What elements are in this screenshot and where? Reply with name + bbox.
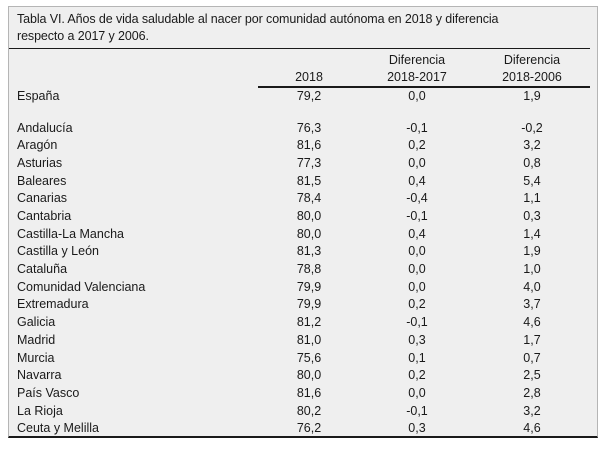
diff-2018-2006: 1,7: [523, 332, 541, 347]
diff-2018-2017: -0,1: [406, 120, 428, 135]
diff-2018-2006: 4,6: [523, 315, 541, 330]
diff-2018-2017: 0,2: [408, 138, 426, 153]
value-2018: 81,5: [296, 173, 322, 188]
community-name: Madrid: [17, 332, 56, 347]
value-2018: 79,2: [296, 89, 322, 104]
value-2018: 77,3: [296, 155, 322, 170]
community-name: Canarias: [17, 191, 68, 206]
community-name: Castilla-La Mancha: [17, 226, 124, 241]
value-2018: 80,0: [296, 368, 322, 383]
table-row: [9, 243, 597, 261]
community-name: Extremadura: [17, 297, 89, 312]
community-name: Murcia: [17, 350, 55, 365]
value-2018: 78,4: [296, 191, 322, 206]
diff-2018-2006: 3,2: [523, 138, 541, 153]
diff-2018-2006: 3,2: [523, 403, 541, 418]
table-row: [9, 261, 597, 279]
value-2018: 79,9: [296, 297, 322, 312]
table-row: [9, 172, 597, 190]
diff-2018-2006: 4,0: [523, 279, 541, 294]
diff-2018-2017: -0,4: [406, 191, 428, 206]
header-2018-2017: 2018-2017: [387, 70, 447, 85]
value-2018: 79,9: [296, 279, 322, 294]
diff-2018-2006: 1,1: [523, 191, 541, 206]
table-row: [9, 296, 597, 314]
table-row: [9, 349, 597, 367]
diff-2018-2006: 0,8: [523, 155, 541, 170]
table-row: [9, 420, 597, 438]
diff-2018-2017: 0,3: [408, 332, 426, 347]
community-name: Galicia: [17, 315, 56, 330]
diff-2018-2017: 0,0: [408, 279, 426, 294]
diff-2018-2017: 0,2: [408, 368, 426, 383]
community-name: Navarra: [17, 368, 62, 383]
table-row: [9, 119, 597, 137]
community-name: España: [17, 89, 60, 104]
diff-2018-2017: 0,2: [408, 297, 426, 312]
diff-2018-2017: 0,1: [408, 350, 426, 365]
diff-2018-2017: 0,4: [408, 173, 426, 188]
diff-2018-2017: 0,0: [408, 244, 426, 259]
diff-2018-2017: 0,0: [408, 155, 426, 170]
diff-2018-2017: 0,0: [408, 262, 426, 277]
diff-2018-2006: 0,7: [523, 350, 541, 365]
value-2018: 78,8: [296, 262, 322, 277]
value-2018: 76,2: [296, 421, 322, 436]
table-row-national: [9, 88, 597, 105]
community-name: La Rioja: [17, 403, 63, 418]
community-name: Aragón: [17, 138, 58, 153]
table-row: [9, 402, 597, 420]
blank-row: [9, 105, 597, 119]
diff-2018-2017: 0,4: [408, 226, 426, 241]
community-name: Ceuta y Melilla: [17, 421, 99, 436]
community-name: Cantabria: [17, 209, 72, 224]
header-row-bottom: [9, 69, 597, 86]
diff-2018-2006: 1,0: [523, 262, 541, 277]
value-2018: 81,6: [296, 138, 322, 153]
table-vi-container: [8, 6, 598, 438]
header-row-top: [9, 52, 597, 69]
diff-2018-2017: -0,1: [406, 315, 428, 330]
header-2018-2006: 2018-2006: [502, 70, 562, 85]
table-rows: [9, 119, 597, 437]
table-row: [9, 367, 597, 385]
value-2018: 76,3: [296, 120, 322, 135]
diff-2018-2006: 1,9: [523, 89, 541, 104]
table-row: [9, 225, 597, 243]
diff-2018-2006: 3,7: [523, 297, 541, 312]
diff-2018-2017: 0,0: [408, 89, 426, 104]
diff-2018-2017: -0,1: [406, 403, 428, 418]
diff-2018-2006: 5,4: [523, 173, 541, 188]
table-title-line1: Tabla VI. Años de vida saludable al nacer por comunidad autónoma en 2018 y diferencia: [17, 12, 499, 26]
community-name: País Vasco: [17, 385, 80, 400]
diff-2018-2006: 1,4: [523, 226, 541, 241]
table-row: [9, 314, 597, 332]
header-2018: 2018: [295, 70, 323, 85]
table-row: [9, 331, 597, 349]
diff-2018-2017: -0,1: [406, 209, 428, 224]
diff-2018-2017: 0,0: [408, 385, 426, 400]
diff-2018-2006: 4,6: [523, 421, 541, 436]
header-diferencia-2017: Diferencia: [388, 53, 446, 68]
table-row: [9, 384, 597, 402]
value-2018: 81,6: [296, 385, 322, 400]
value-2018: 81,3: [296, 244, 322, 259]
diff-2018-2006: 0,3: [523, 209, 541, 224]
diff-2018-2006: 2,5: [523, 368, 541, 383]
table-row: [9, 190, 597, 208]
community-name: Asturias: [17, 155, 63, 170]
value-2018: 75,6: [296, 350, 322, 365]
value-2018: 81,0: [296, 332, 322, 347]
header-diferencia-2006: Diferencia: [503, 53, 561, 68]
table-row: [9, 278, 597, 296]
diff-2018-2017: 0,3: [408, 421, 426, 436]
community-name: Cataluña: [17, 262, 68, 277]
community-name: Comunidad Valenciana: [17, 279, 146, 294]
value-2018: 80,2: [296, 403, 322, 418]
diff-2018-2006: 2,8: [523, 385, 541, 400]
value-2018: 80,0: [296, 209, 322, 224]
table-title-line2: respecto a 2017 y 2006.: [17, 28, 149, 43]
value-2018: 80,0: [296, 226, 322, 241]
community-name: Andalucía: [17, 120, 73, 135]
table-row: [9, 154, 597, 172]
diff-2018-2006: 1,9: [523, 244, 541, 259]
value-2018: 81,2: [296, 315, 322, 330]
community-name: Baleares: [17, 173, 67, 188]
title-rule: [9, 48, 590, 49]
table-row: [9, 207, 597, 225]
community-name: Castilla y León: [17, 244, 99, 259]
table-title: [17, 11, 589, 44]
table-row: [9, 137, 597, 155]
diff-2018-2006: -0,2: [521, 120, 543, 135]
